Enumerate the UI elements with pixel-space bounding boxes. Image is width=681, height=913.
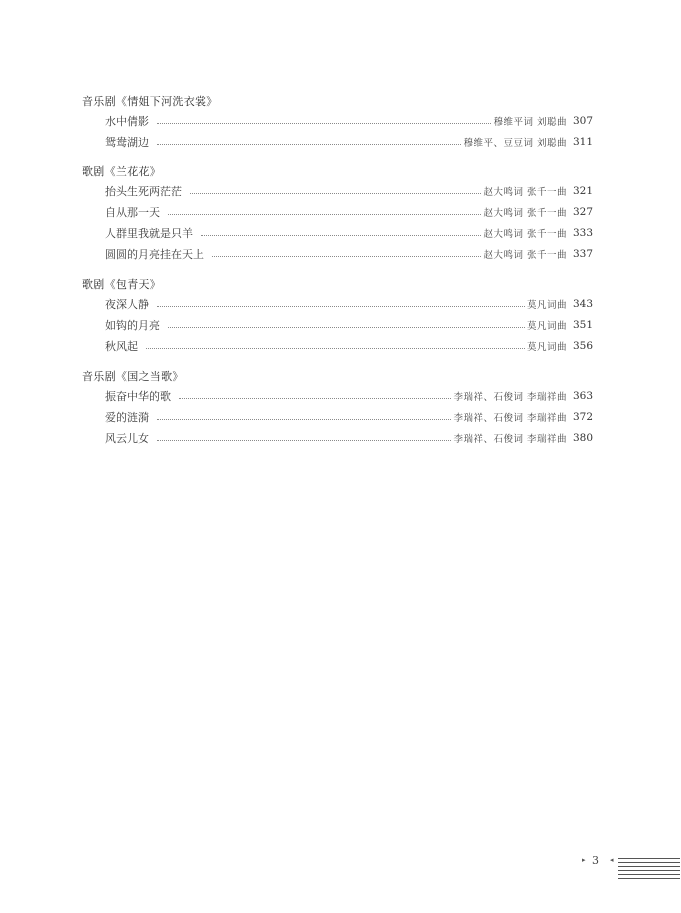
entry-page-number: 363 <box>572 389 593 402</box>
entry-credit: 赵大鸣词 张千一曲 <box>483 249 567 261</box>
entry-credit: 莫凡词曲 <box>526 341 567 353</box>
toc-entry[interactable] <box>105 180 593 201</box>
toc-entry[interactable] <box>105 314 593 335</box>
entry-page-number: 356 <box>572 339 593 352</box>
entry-page-number: 380 <box>572 431 593 444</box>
entry-credit: 赵大鸣词 张千一曲 <box>483 186 567 198</box>
toc-section <box>82 277 602 356</box>
toc-section <box>82 94 602 152</box>
entry-credit: 李瑞祥、石俊词 李瑞祥曲 <box>453 391 567 403</box>
rule-line <box>618 870 680 871</box>
rule-line <box>618 874 680 875</box>
entry-title: 抬头生死两茫茫 <box>105 184 182 198</box>
entry-credit: 莫凡词曲 <box>526 320 567 332</box>
dot-leader <box>179 397 451 399</box>
decorative-rules <box>618 858 680 882</box>
entry-page-number: 333 <box>572 226 593 239</box>
page-footer <box>582 854 681 884</box>
entry-title: 风云儿女 <box>105 431 149 445</box>
section-title: 音乐剧《情姐下河洗衣裳》 <box>82 95 218 108</box>
toc-entry[interactable] <box>105 222 593 243</box>
dot-leader <box>157 143 461 145</box>
toc-entry[interactable] <box>105 427 593 448</box>
dot-leader <box>157 418 451 420</box>
entry-page-number: 337 <box>572 247 593 260</box>
rule-line <box>618 862 680 863</box>
entry-page-number: 321 <box>572 184 593 197</box>
entry-credit: 穆维平词 刘聪曲 <box>493 116 567 128</box>
rule-line <box>618 866 680 867</box>
triangle-right-icon: ▸ <box>582 856 586 864</box>
rule-line <box>618 878 680 879</box>
entry-title: 如钩的月亮 <box>105 318 160 332</box>
entry-title: 鸳鸯湖边 <box>105 135 149 149</box>
entry-title: 人群里我就是只羊 <box>105 226 193 240</box>
entry-credit: 穆维平、豆豆词 刘聪曲 <box>463 137 567 149</box>
dot-leader <box>168 326 525 328</box>
toc-section <box>82 164 602 264</box>
entry-title: 水中倩影 <box>105 114 149 128</box>
entry-credit: 李瑞祥、石俊词 李瑞祥曲 <box>453 433 567 445</box>
dot-leader <box>168 213 481 215</box>
toc-entry[interactable] <box>105 243 593 264</box>
toc-entry[interactable] <box>105 385 593 406</box>
triangle-left-icon: ◂ <box>610 856 614 864</box>
entry-page-number: 327 <box>572 205 593 218</box>
toc-entry[interactable] <box>105 131 593 152</box>
entry-page-number: 307 <box>572 114 593 127</box>
dot-leader <box>201 234 481 236</box>
section-title: 音乐剧《国之当歌》 <box>82 370 184 383</box>
toc-section <box>82 369 602 448</box>
dot-leader <box>157 305 525 307</box>
section-title: 歌剧《兰花花》 <box>82 165 162 178</box>
entry-credit: 赵大鸣词 张千一曲 <box>483 228 567 240</box>
toc-entry[interactable] <box>105 406 593 427</box>
entry-title: 爱的涟漪 <box>105 410 149 424</box>
dot-leader <box>157 122 491 124</box>
page-number: 3 <box>592 854 599 867</box>
entry-title: 振奋中华的歌 <box>105 389 171 403</box>
rule-line <box>618 858 680 859</box>
entry-credit: 莫凡词曲 <box>526 299 567 311</box>
section-title: 歌剧《包青天》 <box>82 278 162 291</box>
dot-leader <box>146 347 525 349</box>
entry-page-number: 372 <box>572 410 593 423</box>
entry-credit: 李瑞祥、石俊词 李瑞祥曲 <box>453 412 567 424</box>
toc-entry[interactable] <box>105 201 593 222</box>
entry-credit: 赵大鸣词 张千一曲 <box>483 207 567 219</box>
entry-title: 自从那一天 <box>105 205 160 219</box>
dot-leader <box>190 192 481 194</box>
dot-leader <box>157 439 451 441</box>
toc-entry[interactable] <box>105 293 593 314</box>
dot-leader <box>212 255 481 257</box>
entry-page-number: 351 <box>572 318 593 331</box>
entry-page-number: 343 <box>572 297 593 310</box>
entry-page-number: 311 <box>572 135 593 148</box>
toc-entry[interactable] <box>105 110 593 131</box>
entry-title: 秋风起 <box>105 339 138 353</box>
toc-entry[interactable] <box>105 335 593 356</box>
entry-title: 圆圆的月亮挂在天上 <box>105 247 204 261</box>
entry-title: 夜深人静 <box>105 297 149 311</box>
